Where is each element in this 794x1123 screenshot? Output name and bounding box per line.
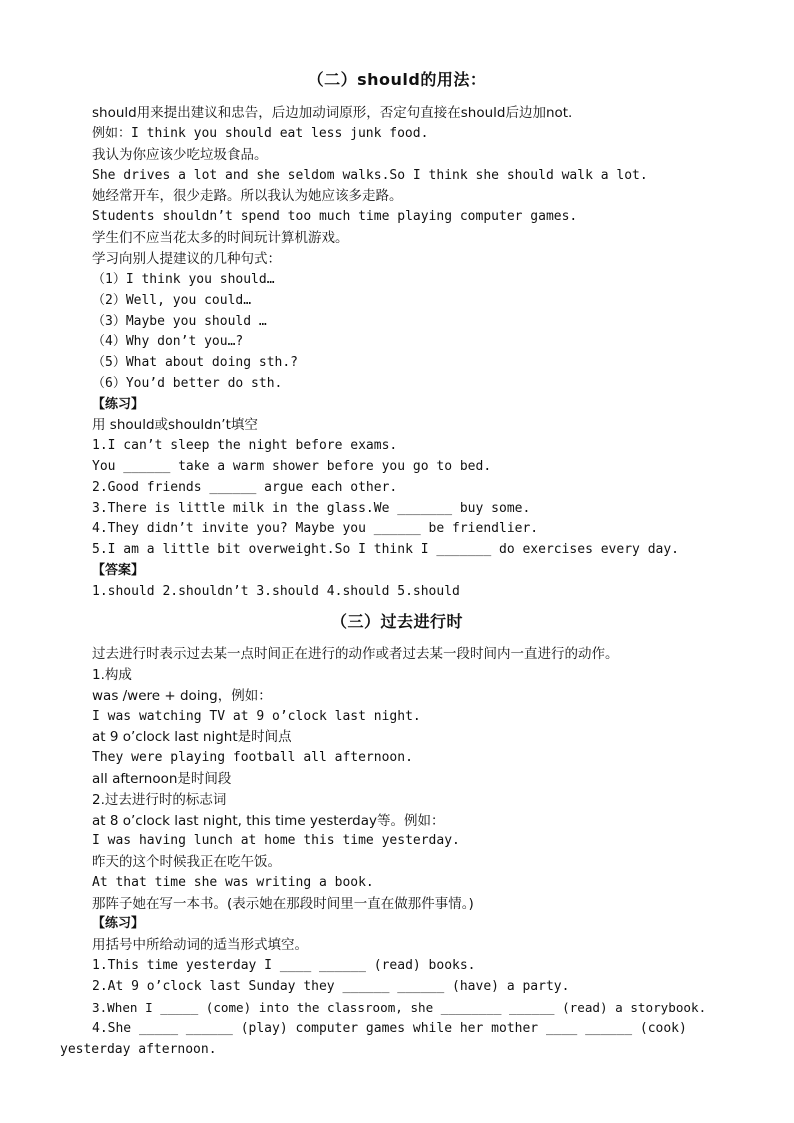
text-line: She drives a lot and she seldom walks.So I think she should walk a lot. <box>92 168 648 183</box>
exercise-line: 3.There is little milk in the glass.We _______ buy some. <box>92 501 531 516</box>
text-line: 1.构成 <box>92 667 132 683</box>
list-item: （5）What about doing sth.? <box>92 355 299 370</box>
exercise-line: You ______ take a warm shower before you go to bed. <box>92 459 492 474</box>
text-line: Students shouldn’t spend too much time playing computer games. <box>92 209 578 224</box>
exercise-line: 2.At 9 o’clock last Sunday they ______ ______ (have) a party. <box>92 979 570 994</box>
text-line: 学生们不应当花太多的时间玩计算机游戏。 <box>92 230 349 246</box>
exercise-line: 2.Good friends ______ argue each other. <box>92 480 398 495</box>
text-line: all afternoon是时间段 <box>92 771 232 787</box>
exercise-line: 3.When I _____ (come) into the classroom, she ________ ______ (read) a storybook. <box>92 1000 707 1015</box>
text-line: 我认为你应该少吃垃圾食品。 <box>92 147 268 163</box>
text-line: 例如：I think you should eat less junk food. <box>92 126 429 141</box>
exercise-label: 【练习】 <box>92 916 145 931</box>
exercise-line: 1.I can’t sleep the night before exams. <box>92 438 398 453</box>
exercise-line: 1.This time yesterday I ____ ______ (read) books. <box>92 958 476 973</box>
list-item: （6）You’d better do sth. <box>92 376 283 391</box>
exercise-line-continuation: yesterday afternoon. <box>60 1042 217 1057</box>
section-title-should: （二）should的用法： <box>307 70 487 89</box>
text-line: They were playing football all afternoon. <box>92 750 413 765</box>
text-line: 过去进行时表示过去某一点时间正在进行的动作或者过去某一段时间内一直进行的动作。 <box>92 646 619 662</box>
text-line: 学习向别人提建议的几种句式： <box>92 251 281 267</box>
list-item: （4）Why don’t you…? <box>92 334 244 349</box>
exercise-line: 5.I am a little bit overweight.So I think I _______ do exercises every day. <box>92 542 679 557</box>
exercise-instruction: 用 should或shouldn’t填空 <box>92 417 258 433</box>
text-line: at 8 o’clock last night, this time yesterday等。例如： <box>92 813 445 829</box>
text-line: 她经常开车，很少走路。所以我认为她应该多走路。 <box>92 188 403 204</box>
answer-text: 1.should 2.shouldn’t 3.should 4.should 5.should <box>92 584 460 599</box>
exercise-label: 【练习】 <box>92 397 145 412</box>
text-line: 那阵子她在写一本书。(表示她在那段时间里一直在做那件事情。) <box>92 896 474 912</box>
section-title-past-continuous: （三）过去进行时 <box>330 612 463 631</box>
text-line: should用来提出建议和忠告，后边加动词原形，否定句直接在should后边加not. <box>92 105 573 121</box>
text-line: I was watching TV at 9 o’clock last night. <box>92 709 421 724</box>
exercise-line: 4.She _____ ______ (play) computer games while her mother ____ ______ (cook) <box>92 1021 687 1036</box>
text-line: At that time she was writing a book. <box>92 875 374 890</box>
list-item: （1）I think you should… <box>92 272 275 287</box>
list-item: （3）Maybe you should … <box>92 314 267 329</box>
text-line: 昨天的这个时候我正在吃午饭。 <box>92 854 281 870</box>
exercise-instruction: 用括号中所给动词的适当形式填空。 <box>92 937 308 953</box>
text-line: I was having lunch at home this time yesterday. <box>92 833 460 848</box>
text-line: was /were + doing，例如： <box>92 688 272 704</box>
exercise-line: 4.They didn’t invite you? Maybe you ______ be friendlier. <box>92 521 539 536</box>
list-item: （2）Well, you could… <box>92 293 252 308</box>
text-line: at 9 o’clock last night是时间点 <box>92 729 292 745</box>
text-line: 2.过去进行时的标志词 <box>92 792 227 808</box>
answer-label: 【答案】 <box>92 563 145 578</box>
